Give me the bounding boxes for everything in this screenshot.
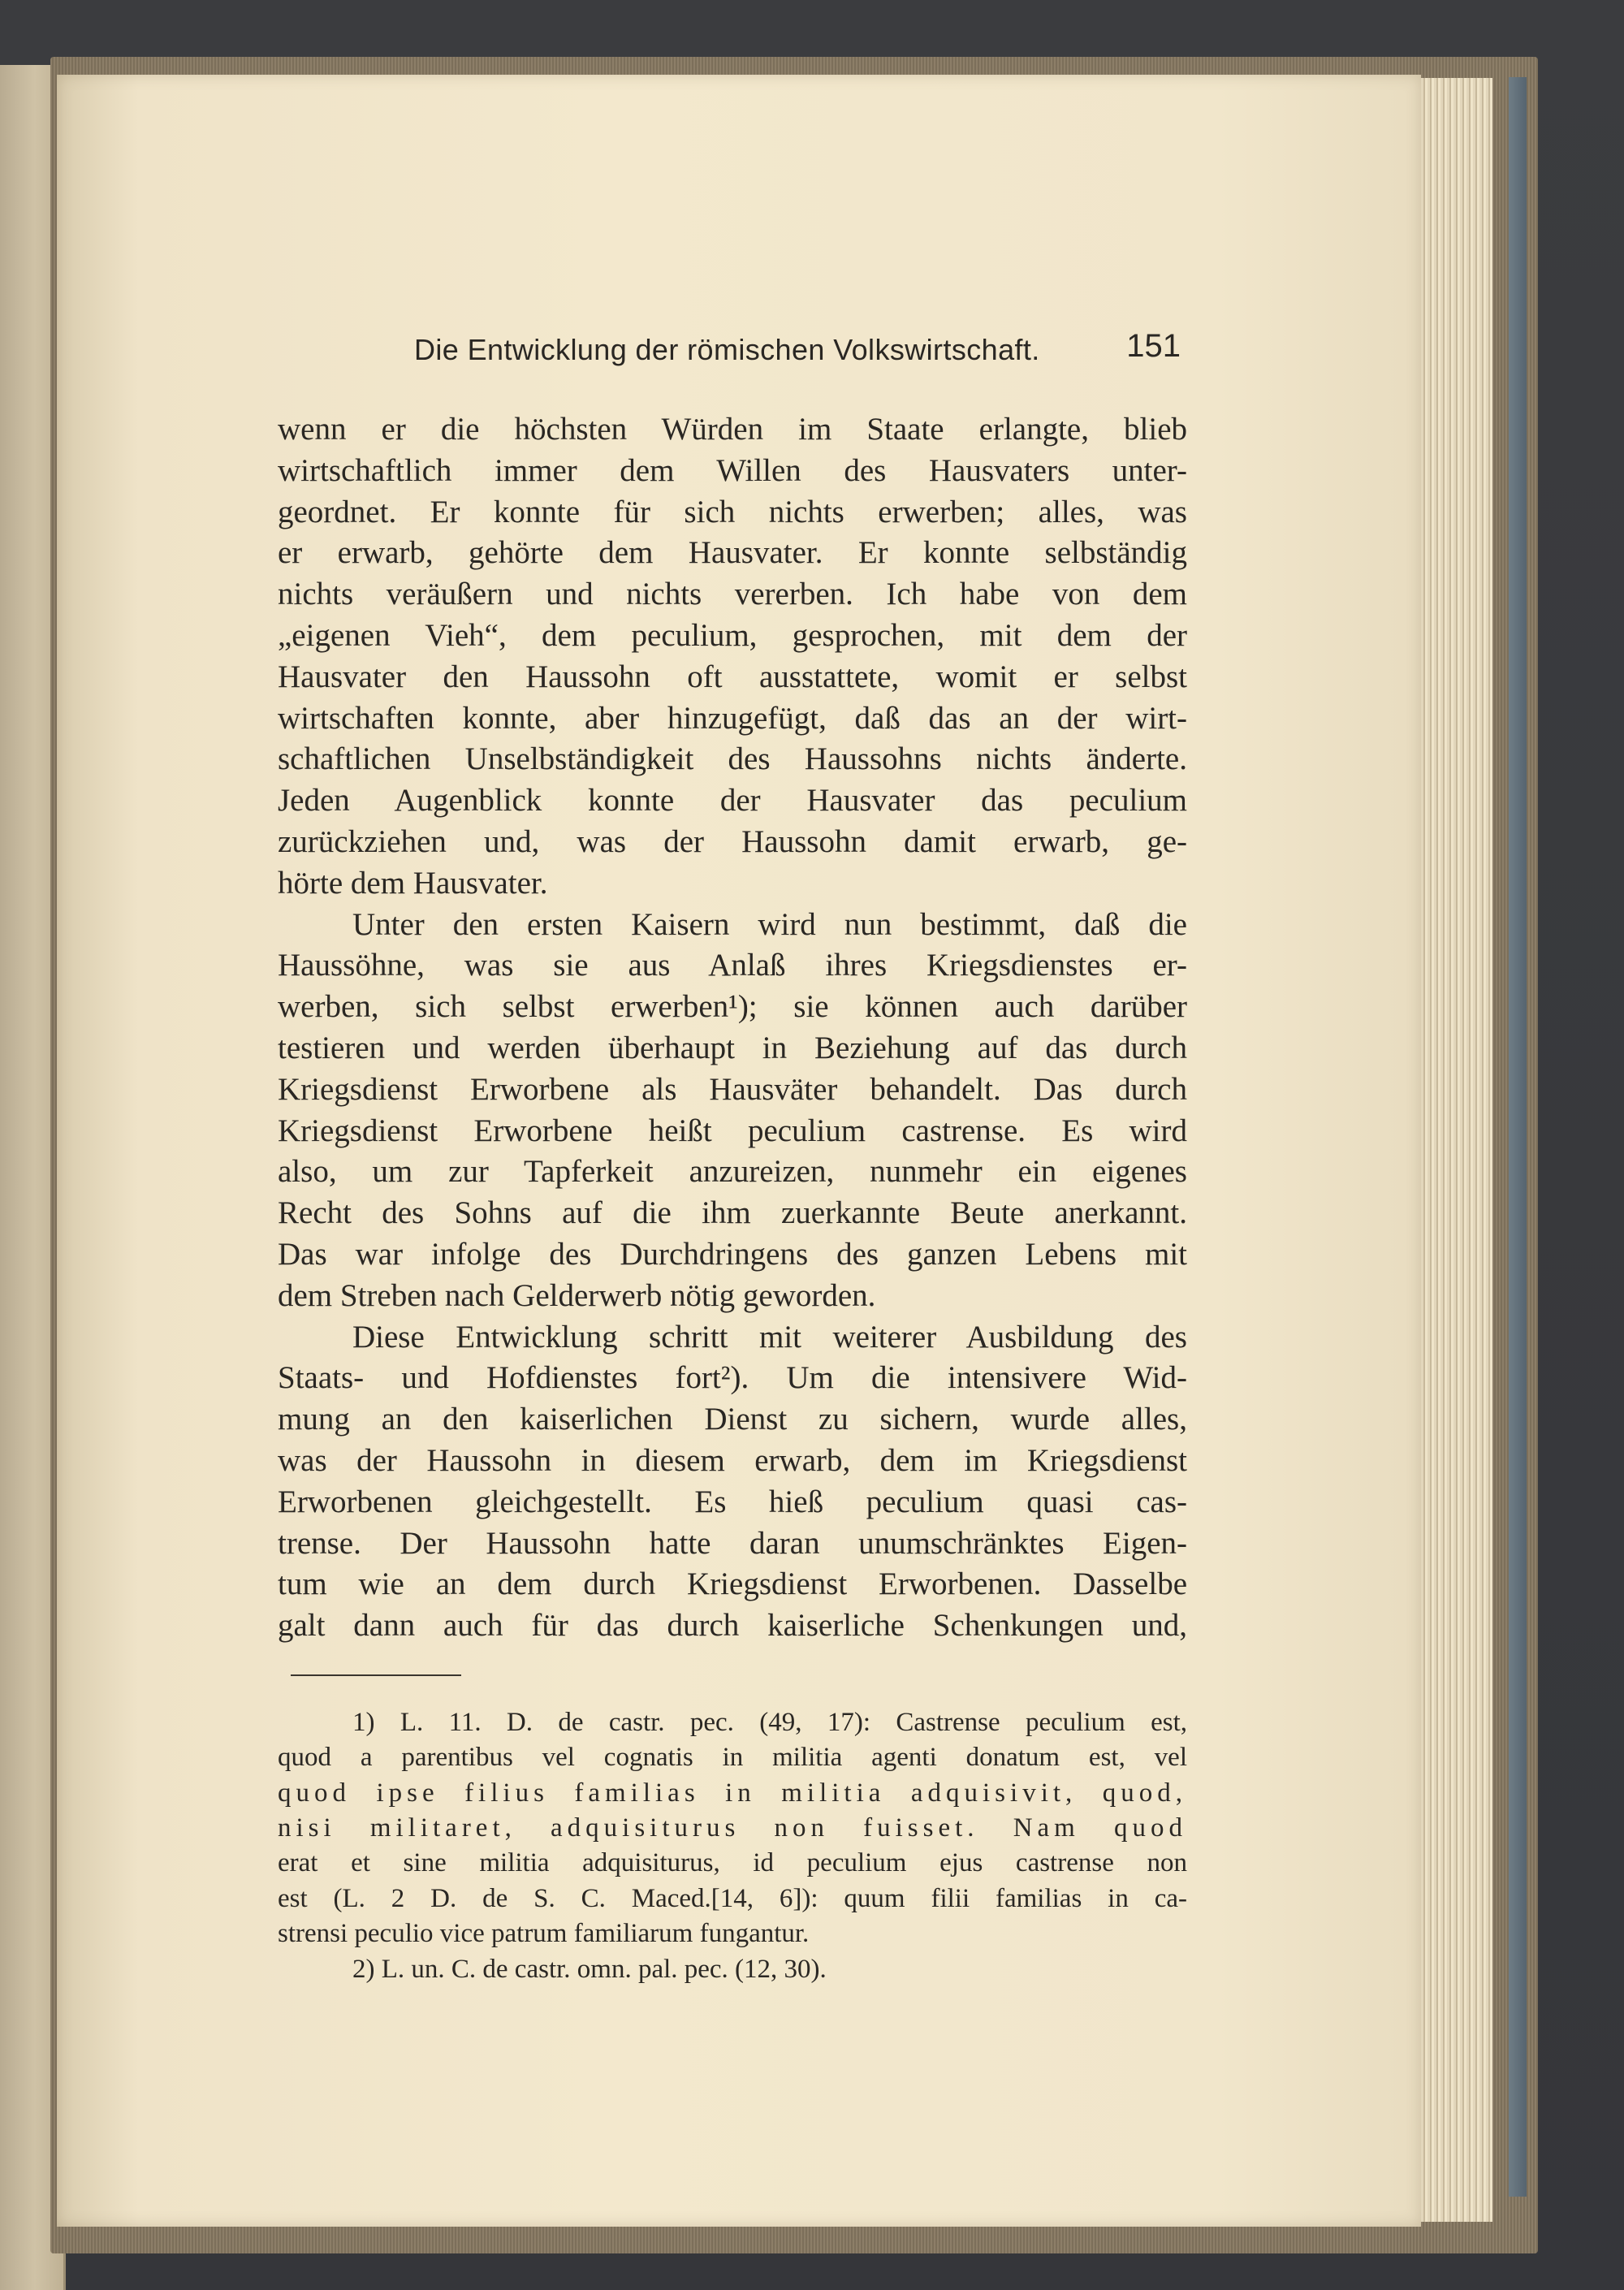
text-block (278, 323, 1187, 1987)
cover-spine-strip (1509, 77, 1527, 2197)
body-line: zurückziehen und, was der Haussohn damit erwarb, ge- (278, 823, 1187, 859)
body-line: galt dann auch für das durch kaiserliche Schenkungen und, (278, 1608, 1187, 1644)
book-page (57, 75, 1421, 2227)
body-line: Staats- und Hofdienstes fort²). Um die intensivere Wid- (278, 1360, 1187, 1396)
body-line: geordnet. Er konnte für sich nichts erwerben; alles, was (278, 494, 1187, 529)
body-text (278, 409, 1187, 1647)
body-line: dem Streben nach Gelderwerb nötig geworden. (278, 1277, 876, 1313)
body-line: schaftlichen Unselbständigkeit des Haussohns nichts änderte. (278, 741, 1187, 777)
body-line: also, um zur Tapferkeit anzureizen, nunmehr ein eigenes (278, 1154, 1187, 1190)
body-line: Kriegsdienst Erworbene heißt peculium castrense. Es wird (278, 1113, 1187, 1148)
body-line: nichts veräußern und nichts vererben. Ich habe von dem (278, 577, 1187, 612)
body-line: Haussöhne, was sie aus Anlaß ihres Kriegsdienstes er- (278, 948, 1187, 983)
body-line: was der Haussohn in diesem erwarb, dem im Kriegsdienst (278, 1442, 1187, 1478)
footnote-line: quod ipse filius familias in militia adquisivit, quod, (278, 1778, 1187, 1808)
body-line: mung an den kaiserlichen Dienst zu sichern, wurde alles, (278, 1402, 1187, 1437)
footnote-line: nisi militaret, adquisiturus non fuisset. Nam quod (278, 1813, 1187, 1843)
body-line: „eigenen Vieh“, dem peculium, gesprochen, mit dem der (278, 617, 1187, 653)
body-line: werben, sich selbst erwerben¹); sie können auch darüber (278, 989, 1187, 1025)
body-line: Das war infolge des Durchdringens des ganzen Lebens mit (278, 1236, 1187, 1272)
running-head (278, 323, 1187, 372)
body-line: wenn er die höchsten Würden im Staate erlangte, blieb (278, 412, 1187, 447)
running-title: Die Entwicklung der römischen Volkswirtschaft. (414, 333, 1040, 366)
body-line: Kriegsdienst Erworbene als Hausväter behandelt. Das durch (278, 1071, 1187, 1107)
body-line: Hausvater den Haussohn oft ausstattete, womit er selbst (278, 659, 1187, 694)
body-line: trense. Der Haussohn hatte daran unumschränktes Eigen- (278, 1525, 1187, 1561)
footnote-rule (291, 1674, 461, 1676)
body-line: er erwarb, gehörte dem Hausvater. Er konnte selbständig (278, 535, 1187, 571)
footnotes (278, 1705, 1187, 1987)
body-line: Recht des Sohns auf die ihm zuerkannte Beute anerkannt. (278, 1195, 1187, 1231)
body-line: Erworbenen gleichgestellt. Es hieß peculium quasi cas- (278, 1484, 1187, 1519)
body-line: wirtschaften konnte, aber hinzugefügt, daß das an der wirt- (278, 700, 1187, 736)
body-line: Unter den ersten Kaisern wird nun bestimmt, daß die (352, 906, 1187, 942)
body-line: Jeden Augenblick konnte der Hausvater das peculium (278, 783, 1187, 819)
footnote-line: erat et sine militia adquisiturus, id peculium ejus castrense non (278, 1848, 1187, 1878)
body-line: testieren und werden überhaupt in Beziehung auf das durch (278, 1030, 1187, 1065)
footnote-line: est (L. 2 D. de S. C. Maced.[14, 6]): quum filii familias in ca- (278, 1883, 1187, 1913)
page-number: 151 (1126, 328, 1181, 364)
footnote-line: 1) L. 11. D. de castr. pec. (49, 17): Castrense peculium est, (352, 1707, 1187, 1737)
footnote-line: strensi peculio vice patrum familiarum fungantur. (278, 1919, 810, 1949)
body-line: wirtschaftlich immer dem Willen des Hausvaters unter- (278, 452, 1187, 488)
footnote-line: 2) L. un. C. de castr. omn. pal. pec. (12, 30). (352, 1954, 827, 1984)
footnote-line: quod a parentibus vel cognatis in militia agenti donatum est, vel (278, 1743, 1187, 1773)
body-line: tum wie an dem durch Kriegsdienst Erworbenen. Dasselbe (278, 1566, 1187, 1602)
body-line: Diese Entwicklung schritt mit weiterer Ausbildung des (352, 1319, 1187, 1355)
page-block-edges (1415, 78, 1492, 2222)
body-line: hörte dem Hausvater. (278, 865, 548, 901)
